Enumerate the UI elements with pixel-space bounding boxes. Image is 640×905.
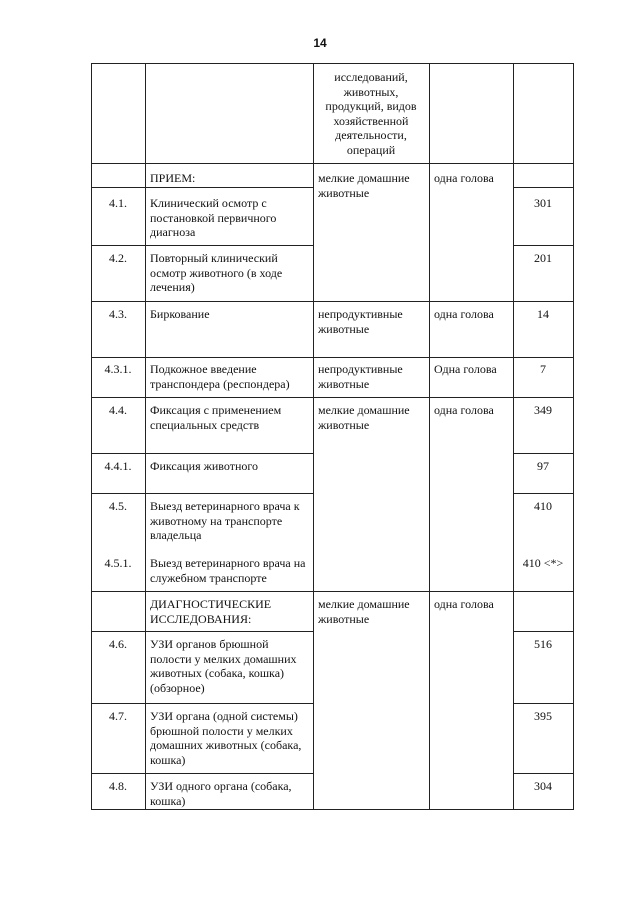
service-name: Выезд ветеринарного врача к животному на транспорте владельца [150, 499, 300, 542]
service-name: Фиксация животного [150, 459, 259, 473]
service-name: Фиксация с применением специальных средств [150, 403, 282, 432]
row-number: 4.5.1. [104, 556, 132, 570]
object-cell: непродуктивные животные [318, 307, 403, 336]
price-cell: 516 [534, 637, 552, 651]
service-name: Подкожное введение транспондера (респондера) [150, 362, 290, 391]
section-title-reception: ПРИЕМ: [150, 171, 196, 185]
row-number: 4.4. [109, 403, 127, 417]
price-cell: 304 [534, 779, 552, 793]
object-cell: мелкие домашние животные [318, 403, 410, 432]
service-name: УЗИ органа (одной системы) брюшной полости у мелких домашних животных (собака, кошка) [150, 709, 302, 767]
price-cell: 410 [534, 499, 552, 513]
row-number: 4.8. [109, 779, 127, 793]
row-number: 4.4.1. [104, 459, 132, 473]
header-object-column: исследований, животных, продукций, видов хозяйственной деятельности, операций [325, 70, 417, 157]
price-cell: 201 [534, 251, 552, 265]
row-number: 4.1. [109, 196, 127, 210]
row-number: 4.5. [109, 499, 127, 513]
row-number: 4.7. [109, 709, 127, 723]
object-cell: мелкие домашние животные [318, 597, 410, 626]
row-number: 4.2. [109, 251, 127, 265]
row-number: 4.6. [109, 637, 127, 651]
price-cell: 14 [537, 307, 549, 321]
service-name: УЗИ органов брюшной полости у мелких домашних животных (собака, кошка) (обзорное) [150, 637, 297, 695]
service-name: УЗИ одного органа (собака, кошка) [150, 779, 292, 808]
price-cell: 410 <*> [522, 556, 564, 570]
service-name: Выезд ветеринарного врача на служебном транспорте [150, 556, 306, 585]
unit-cell: одна голова [434, 403, 494, 417]
object-cell: мелкие домашние животные [318, 171, 410, 200]
row-number: 4.3.1. [104, 362, 132, 376]
unit-cell: Одна голова [434, 362, 497, 376]
page-number: 14 [313, 36, 327, 50]
service-name: Клинический осмотр с постановкой первичного диагноза [150, 196, 277, 239]
section-title-diagnostics: ДИАГНОСТИЧЕСКИЕ ИССЛЕДОВАНИЯ: [150, 597, 272, 626]
row-number: 4.3. [109, 307, 127, 321]
service-name: Повторный клинический осмотр животного (в ходе лечения) [150, 251, 283, 294]
price-cell: 301 [534, 196, 552, 210]
price-cell: 97 [537, 459, 549, 473]
price-cell: 395 [534, 709, 552, 723]
unit-cell: одна голова [434, 171, 494, 185]
service-name: Биркование [150, 307, 210, 321]
price-cell: 349 [534, 403, 552, 417]
price-cell: 7 [540, 362, 546, 376]
unit-cell: одна голова [434, 307, 494, 321]
unit-cell: одна голова [434, 597, 494, 611]
object-cell: непродуктивные животные [318, 362, 403, 391]
